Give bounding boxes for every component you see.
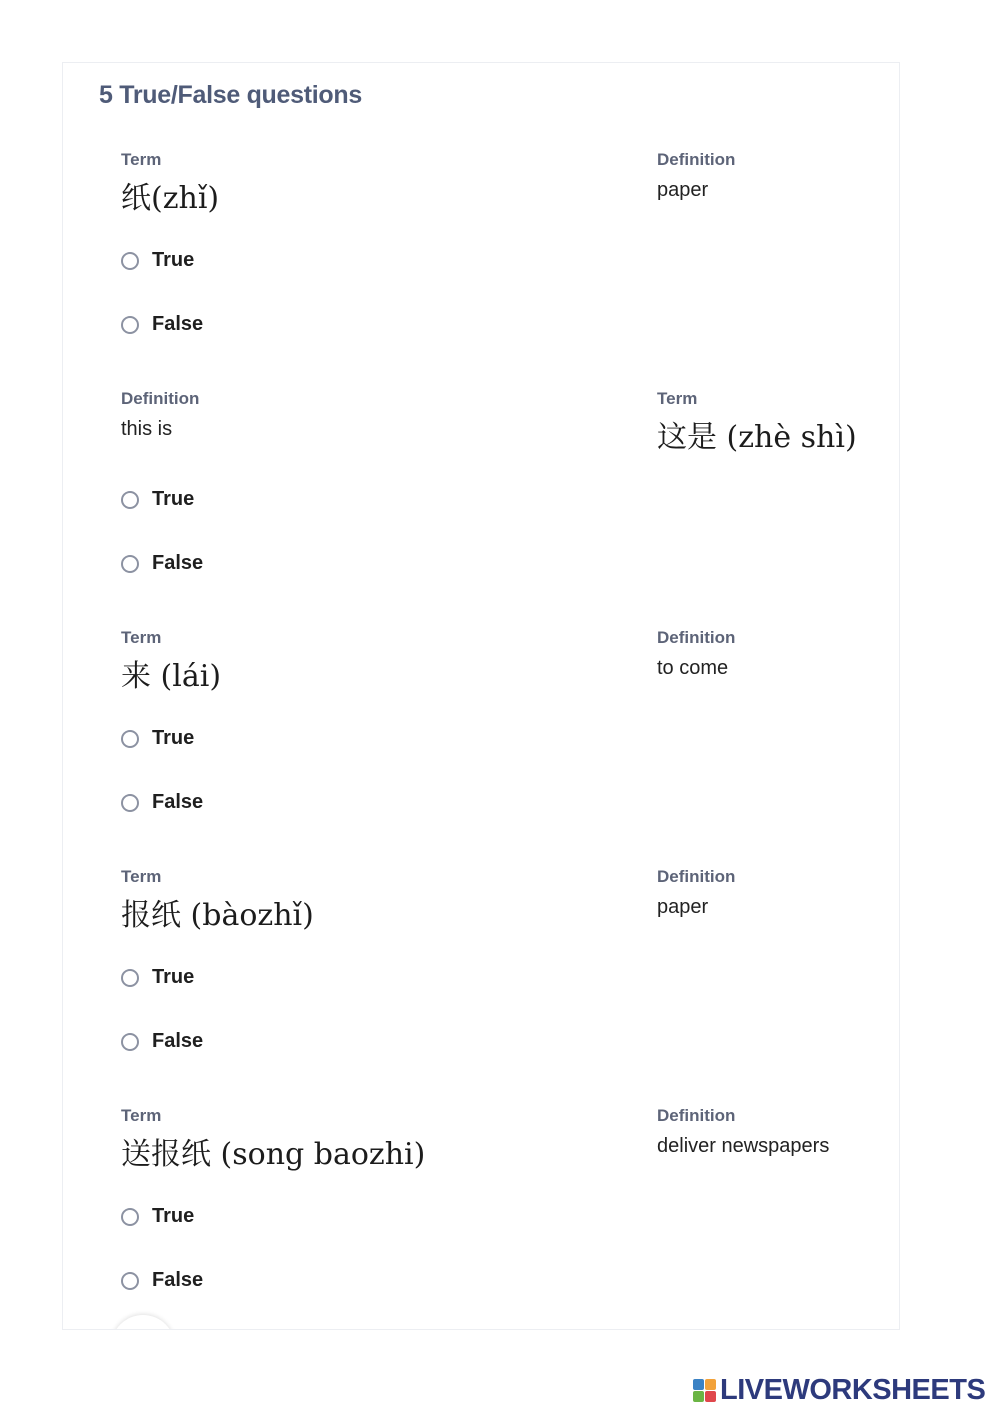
false-radio-button[interactable] [121, 794, 139, 812]
term-value: 来 (lái) [121, 659, 222, 694]
true-radio-button[interactable] [121, 1208, 139, 1226]
question-1 [63, 149, 899, 388]
false-radio-button[interactable] [121, 1272, 139, 1290]
false-option-label: False [152, 552, 204, 574]
term-label: Term [121, 628, 162, 647]
definition-value: paper [657, 896, 709, 918]
true-option[interactable] [121, 727, 194, 750]
definition-label: Definition [657, 628, 736, 647]
liveworksheets-brand [693, 1375, 985, 1405]
true-option[interactable] [121, 1205, 194, 1228]
true-option-label: True [152, 966, 195, 988]
definition-value: to come [657, 657, 729, 679]
logo-tile [693, 1391, 704, 1402]
false-option-label: False [152, 1269, 204, 1291]
false-radio-button[interactable] [121, 316, 139, 334]
question-left-block [121, 149, 219, 221]
false-radio-button[interactable] [121, 1033, 139, 1051]
term-value: 送报纸 (song baozhi) [121, 1137, 426, 1172]
question-2 [63, 388, 899, 627]
card-title: 5 True/False questions [99, 81, 362, 109]
true-option[interactable] [121, 488, 194, 511]
question-right-block [657, 627, 735, 681]
question-left-block [121, 388, 199, 442]
question-3 [63, 627, 899, 866]
term-value: 纸(zhǐ) [121, 181, 220, 216]
false-option[interactable] [121, 791, 203, 814]
definition-label: Definition [657, 867, 736, 886]
term-label: Term [121, 1106, 162, 1125]
definition-label: Definition [657, 1106, 736, 1125]
false-option-label: False [152, 791, 204, 813]
question-left-block [121, 627, 221, 699]
liveworksheets-logo-icon [693, 1379, 716, 1402]
false-option-label: False [152, 313, 204, 335]
true-radio-button[interactable] [121, 491, 139, 509]
term-label: Term [121, 150, 162, 169]
true-radio-button[interactable] [121, 252, 139, 270]
true-option[interactable] [121, 966, 194, 989]
question-5 [63, 1105, 899, 1330]
definition-value: paper [657, 179, 709, 201]
definition-value: this is [121, 418, 173, 440]
true-option-label: True [152, 1205, 195, 1227]
logo-tile [705, 1379, 716, 1390]
definition-label: Definition [121, 389, 200, 408]
question-right-block [657, 866, 735, 920]
definition-value: deliver newspapers [657, 1135, 830, 1157]
definition-label: Definition [657, 150, 736, 169]
term-label: Term [657, 389, 698, 408]
true-option-label: True [152, 249, 195, 271]
true-option[interactable] [121, 249, 194, 272]
brand-name: LIVEWORKSHEETS [720, 1374, 986, 1406]
term-value: 报纸 (bàozhǐ) [121, 898, 314, 933]
term-value: 这是 (zhè shì) [657, 420, 857, 455]
term-label: Term [121, 867, 162, 886]
false-option[interactable] [121, 1030, 203, 1053]
quiz-card [62, 62, 900, 1330]
false-option[interactable] [121, 552, 203, 575]
false-radio-button[interactable] [121, 555, 139, 573]
true-radio-button[interactable] [121, 969, 139, 987]
true-option-label: True [152, 488, 195, 510]
true-option-label: True [152, 727, 195, 749]
false-option[interactable] [121, 313, 203, 336]
question-4 [63, 866, 899, 1105]
question-right-block [657, 1105, 829, 1159]
question-right-block [657, 149, 735, 203]
question-left-block [121, 1105, 425, 1177]
question-left-block [121, 866, 314, 938]
true-radio-button[interactable] [121, 730, 139, 748]
false-option-label: False [152, 1030, 204, 1052]
false-option[interactable] [121, 1269, 203, 1292]
logo-tile [705, 1391, 716, 1402]
logo-tile [693, 1379, 704, 1390]
question-right-block [657, 388, 857, 460]
